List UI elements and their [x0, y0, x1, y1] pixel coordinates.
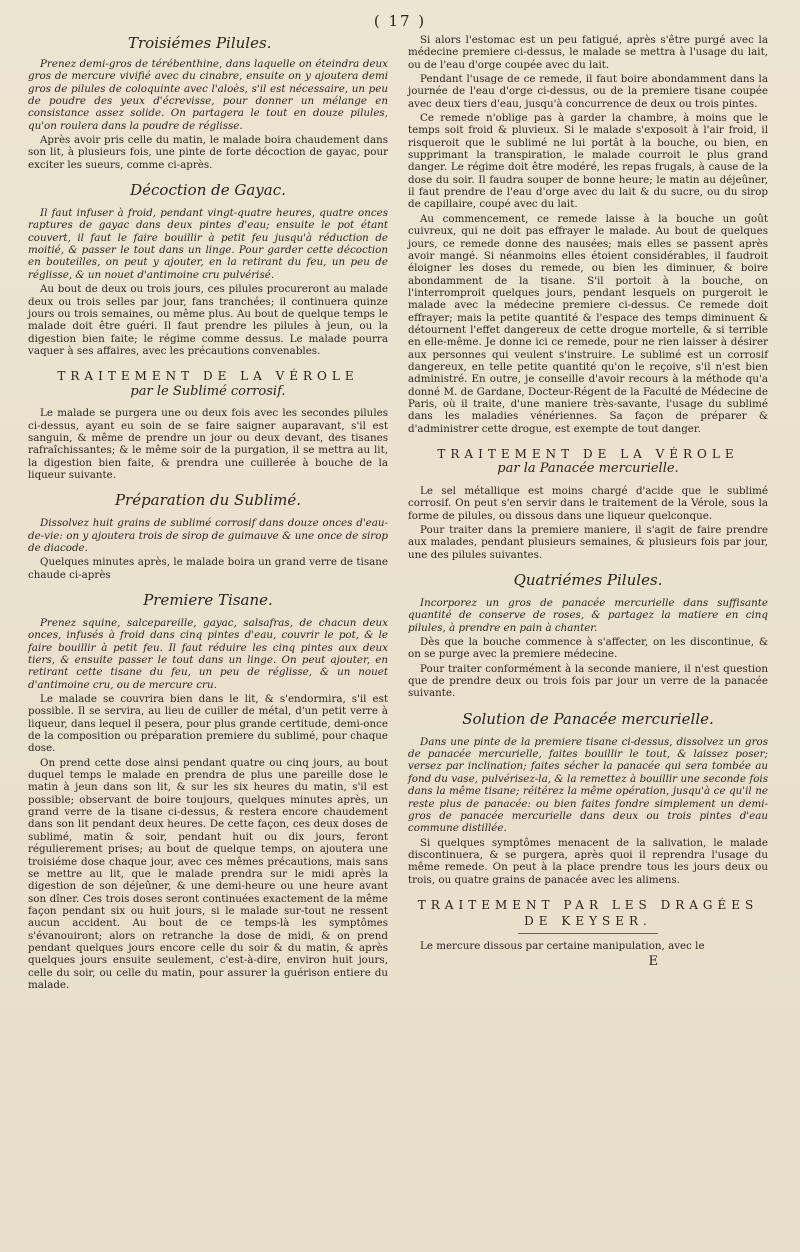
paragraph: Pendant l'usage de ce remede, il faut boire abondamment dans la journée de l'eau d'orge ci-dessus, ou de la premiere tisane coupée avec deux tiers d'eau, jusqu'à concurrence de deux ou trois pintes. — [408, 73, 768, 110]
paragraph: Dans une pinte de la premiere tisane ci-dessus, dissolvez un gros de panacée mercurielle, faites bouillir le tout, & laissez poser; versez par inclination; faites sécher la panacée qui sera tombée au fond du vase, pulvérisez-la, & la remettez à bouillir une seconde fois dans la même tisane; réitérez la même opération, jusqu'à ce qu'il ne reste plus de panacée: ou bien faites fondre simplement un demi-gros de panacée mercurielle dans deux ou trois pintes d'eau commune distillée. — [408, 735, 768, 835]
paragraph: Au bout de deux ou trois jours, ces pilules procureront au malade deux ou trois selles par jour, fans tranchées; il continuera quinze jours ou trois semaines, ou même plus. Au bout de quelque temps le malade doit être guéri. Il faut prendre les pilules à jeun, ou la digestion bien faite; le régime comme dessus. Le malade pourra vaquer à ses affaires, avec les précautions convenables. — [28, 283, 388, 357]
paragraph: Si quelques symptômes menacent de la salivation, le malade discontinuera, & se purgera, après quoi il reprendra l'usage du même remede. On peut à la place prendre tous les jours deux ou trois, ou quatre grains de panacée avec les alimens. — [408, 836, 768, 886]
paragraph: Ce remede n'oblige pas à garder la chambre, à moins que le temps soit froid & pluvieux. Si le malade s'exposoit à l'air froid, il risqueroit que le sublimé ne lui portât à la bouche, ou bien, en supprimant la transpiration, le malade courroit le plus grand danger. Le régime doit être modéré, les repas frugals, à cause de la dose du soir. Il faudra souper de bonne heure; le matin au déjeûner, il faut prendre de l'eau d'orge avec du lait & du sucre, ou du sirop de capillaire, coupé avec du lait. — [408, 112, 768, 211]
paragraph: Dissolvez huit grains de sublimé corrosif dans douze onces d'eau-de-vie: on y ajoutera trois de sirop de guimauve & une once de sirop de diacode. — [28, 517, 388, 554]
paragraph: Si alors l'estomac est un peu fatigué, après s'être purgé avec la médecine premiere ci-dessus, le malade se mettra à l'usage du lait, ou de l'eau d'orge coupée avec du lait. — [408, 34, 768, 71]
subheading-sublime-corrosif: par le Sublimé corrosif. — [130, 383, 286, 399]
paragraph: Le malade se purgera une ou deux fois avec les secondes pilules ci-dessus, ayant eu soin de se faire saigner auparavant, s'il est sanguin, & même de prendre un jour ou deux devant, des tisanes rafraîchissantes; & le même soir de la purgation, il se mettra au lit, la digestion bien faite, & prendra une cuillerée à bouche de la liqueur suivante. — [28, 407, 388, 481]
paragraph: Incorporez un gros de panacée mercurielle dans suffisante quantité de conserve de roses, & partagez la matiere en cinq pilules, à prendre en pain à chanter. — [408, 597, 768, 634]
paragraph: Quelques minutes après, le malade boira un grand verre de tisane chaude ci-après — [28, 556, 388, 581]
left-column — [28, 34, 388, 993]
paragraph: Le mercure dissous par certaine manipulation, avec le — [420, 939, 705, 952]
paragraph: Après avoir pris celle du matin, le malade boira chaudement dans son lit, à plusieurs fois, une pinte de forte décoction de gayac, pour exciter les sueurs, comme ci-après. — [28, 134, 388, 171]
right-column — [408, 34, 768, 970]
heading-troisiemes-pilules: Troisiémes Pilules. — [128, 34, 272, 52]
heading-traitement-sublime: TRAITEMENT DE LA VÉROLE — [57, 369, 359, 384]
paragraph: Pour traiter dans la premiere maniere, il s'agit de faire prendre aux malades, pendant plusieurs semaines, & plusieurs fois par jour, une des pilules suivantes. — [408, 524, 768, 561]
divider — [518, 933, 658, 934]
heading-traitement-panacee: TRAITEMENT DE LA VÉROLE — [437, 447, 739, 461]
paragraph: Au commencement, ce remede laisse à la bouche un goût cuivreux, qui ne doit pas effrayer le malade. Au bout de quelques jours, ce remede donne des nausées; mais elles se passent après avoir mangé. Si néanmoins elles étoient considérables, il faudroit éloigner les doses du remede, ou bien les diminuer, & boire abondamment de la tisane. S'il portoit à la bouche, on l'interromproit quelques jours, pendant lesquels on purgeroit le malade avec la médecine premiere ci-dessus. Ce remede doit effrayer; mais la petite quantité & l'espace des temps diminuent & détournent l'effet dangereux de cette drogue mortelle, & si terrible en elle-même. Je donne ici ce remede, pour ne rien laisser à désirer aux personnes qui veulent s'instruire. Le sublimé est un corrosif dangereux, en telle petite quantité qu'on le reçoive, s'il n'est bien administré. En outre, je conseille d'avoir recours à la méthode qu'a donné M. de Gardane, Docteur-Régent de la Faculté de Médecine de Paris, où il traite, d'une maniere très-savante, l'usage du sublimé dans les maladies vénériennes. Sa façon de préparer & d'administrer cette drogue, est exempte de tout danger. — [408, 212, 768, 435]
signature-mark: E — [648, 954, 658, 970]
heading-decoction-gayac: Décoction de Gayac. — [130, 181, 286, 200]
paragraph: Dès que la bouche commence à s'affecter, on les discontinue, & on se purge avec la premiere médecine. — [408, 636, 768, 661]
paragraph: Prenez demi-gros de térébenthine, dans laquelle on éteindra deux gros de mercure vivifié avec du cinabre, ensuite on y ajoutera demi gros de pilules de coloquinte avec l'aloès, s'il est nécessaire, un peu de poudre des yeux d'écrevisse, pour donner un mélange en consistance assez solide. On partagera le tout en douze pilules, qu'on roulera dans la poudre de réglisse. — [28, 58, 388, 132]
heading-traitement-dragees: TRAITEMENT PAR LES DRAGÉES — [417, 897, 759, 912]
heading-solution-panacee: Solution de Panacée mercurielle. — [462, 709, 714, 728]
paragraph: Pour traiter conformément à la seconde maniere, il n'est question que de prendre deux ou trois fois par jour un verre de la panacée suivante. — [408, 662, 768, 700]
paragraph: Le sel métallique est moins chargé d'acide que le sublimé corrosif. On peut s'en servir dans le traitement de la Vérole, sous la forme de pilules, ou dissous dans une liqueur quelconque. — [408, 484, 768, 522]
paragraph: On prend cette dose ainsi pendant quatre ou cinq jours, au bout duquel temps le malade en prendra de plus une pareille dose le matin à jeun dans son lit, & sur les six heures du matin, s'il est possible; observant de boire toujours, quelques minutes après, un grand verre de la tisane ci-dessus, & restera encore chaudement dans son lit pendant deux heures. De cette façon, ces deux doses de sublimé, matin & soir, pendant huit ou dix jours, feront régulierement prises; au bout de quelque temps, on ajoutera une troisiéme dose chaque jour, avec ces mêmes précautions, mais sans se mettre au lit, que le malade prendra sur le midi après la digestion de son déjeûner, & une demi-heure ou une heure avant son dîner. Ces trois doses seront continuées exactement de la même façon pendant six ou huit jours, si le malade sur-tout ne ressent aucun accident. Au bout de ce temps-là les symptômes s'évanouiront; alors on retranche la dose de midi, & on prend pendant quelques jours encore celle du soir & du matin, & après quelques jours ensuite seulement, c'est-à-dire, environ huit jours, celle du soir, ou celle du matin, pour assurer la guérison entiere du malade. — [28, 756, 388, 991]
heading-premiere-tisane: Premiere Tisane. — [143, 590, 273, 609]
heading-keyser: DE KEYSER. — [524, 914, 652, 929]
subheading-panacee-mercurielle: par la Panacée mercurielle. — [497, 461, 679, 477]
heading-preparation-sublime: Préparation du Sublimé. — [114, 491, 302, 510]
paragraph: Le malade se couvrira bien dans le lit, & s'endormira, s'il est possible. Il se servira, au lieu de cuiller de métal, d'un petit verre à liqueur, dans lequel il pesera, pour plus grande certitude, demi-once de la composition ou préparation premiere du sublimé, pour chaque dose. — [28, 693, 388, 755]
heading-quatriemes-pilules: Quatriémes Pilules. — [513, 571, 663, 590]
paragraph: Il faut infuser à froid, pendant vingt-quatre heures, quatre onces raptures de gayac dans deux pintes d'eau; ensuite le pot étant couvert, il faut le faire bouillir à petit feu jusqu'à réduction de moitié, & passer le tout dans un linge. Pour garder cette décoction en bouteilles, on peut y ajouter, en la retirant du feu, un peu de réglisse, & un nouet d'antimoine cru pulvérisé. — [28, 207, 388, 281]
page-number: ( 17 ) — [373, 12, 427, 30]
paragraph: Prenez squine, salcepareille, gayac, salsafras, de chacun deux onces, infusés à froid dans cinq pintes d'eau, couvrir le pot, & le faire bouillir à petit feu. Il faut réduire les cinq pintes aux deux tiers, & ensuite passer le tout dans un linge. On peut ajouter, en retirant cette tisane du feu, un peu de réglisse, & un nouet d'antimoine cru, ou de mercure cru. — [28, 616, 388, 691]
